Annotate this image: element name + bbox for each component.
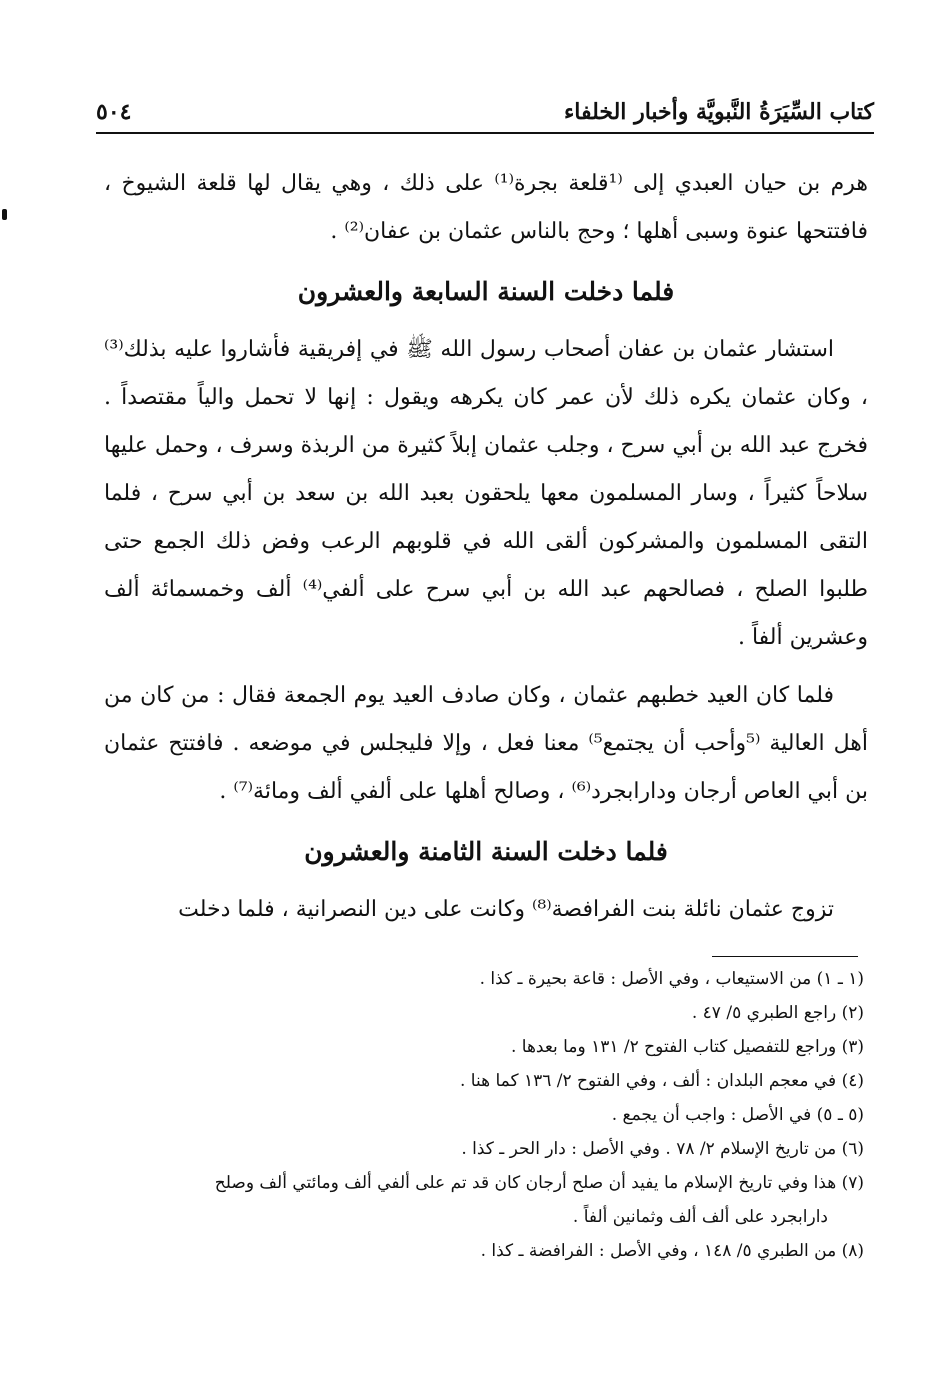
footnote-6: (٦) من تاريخ الإسلام ٢/ ٧٨ . وفي الأصل : دار الحر ـ كذا . xyxy=(461,1139,864,1159)
section-heading-27: فلما دخلت السنة السابعة والعشرون xyxy=(297,277,675,306)
paragraph-2: استشار عثمان بن عفان أصحاب رسول الله ﷺ في إفريقية فأشاروا عليه بذلك⁽³⁾ ، وكان عثمان يكره ذلك لأن عمر كان يكرهه ويقول : إنها لا تحمل والياً مقتصداً . فخرج عبد الله بن أبي سرح ، وجلب عثمان إبلاً كثيرة من الربذة وسرف ، وحمل عليها سلاحاً كثيراً ، وسار المسلمون معها يلحقون بعبد الله بن سعد بن أبي سرح ، فلما التقى المسلمون والمشركون ألقى الله في قلوبهم الرعب وفض ذلك الجمع حتى طلبوا الصلح ، فصالحهم عبد الله بن أبي سرح على ألفي⁽⁴⁾ ألف وخمسمائة ألف وعشرين ألفاً . xyxy=(104,337,869,650)
main-text xyxy=(104,160,868,934)
footnote-7: (٧) هذا وفي تاريخ الإسلام ما يفيد أن صلح أرجان كان قد تم على ألفي ألف ومائتي ألف وصلح xyxy=(214,1173,864,1193)
section-heading-28: فلما دخلت السنة الثامنة والعشرون xyxy=(304,837,668,866)
header-rule xyxy=(96,132,874,134)
paragraph-3: فلما كان العيد خطبهم عثمان ، وكان صادف العيد يوم الجمعة فقال : من كان من أهل العالية ⁽⁵وأحب أن يجتمع⁵⁾ معنا فعل ، وإلا فليجلس في موضعه . فافتتح عثمان بن أبي العاص أرجان ودارابجرد⁽⁶⁾ ، وصالح أهلها على ألفي ألف ومائة⁽⁷⁾ . xyxy=(104,683,868,804)
footnote-3: (٣) وراجع للتفصيل كتاب الفتوح ٢/ ١٣١ وما بعدها . xyxy=(510,1037,864,1057)
footnote-7-continued xyxy=(104,1200,864,1234)
book-title: كتاب السِّيَرَةُ النَّبويَّة وأخبار الخلفاء xyxy=(563,99,874,125)
footnotes xyxy=(104,962,864,1268)
paragraph-4: تزوج عثمان نائلة بنت الفرافصة⁽⁸⁾ وكانت على دين النصرانية ، فلما دخلت xyxy=(178,897,834,922)
footnote-1: (١ ـ ١) من الاستيعاب ، وفي الأصل : قاعة بحيرة ـ كذا . xyxy=(479,969,864,989)
footnote-rule xyxy=(712,956,858,957)
footnote-7-continuation: دارابجرد على ألف ألف وثمانين ألفاً . xyxy=(572,1207,828,1227)
paragraph-1: هرم بن حيان العبدي إلى ⁽¹قلعة بجرة⁽¹⁾ على ذلك ، وهي يقال لها قلعة الشيوخ ، فافتتحها عنوة وسبى أهلها ؛ وحج بالناس عثمان بن عفان⁽²⁾ . xyxy=(104,171,869,244)
footnote-4: (٤) في معجم البلدان : ألف ، وفي الفتوح ٢/ ١٣٦ كما هنا . xyxy=(459,1071,864,1091)
footnote-8: (٨) من الطبري ٥/ ١٤٨ ، وفي الأصل : الفرافضة ـ كذا . xyxy=(480,1241,864,1261)
footnote-5: (٥ ـ ٥) في الأصل : واجب أن يجمع . xyxy=(611,1105,864,1125)
running-header xyxy=(96,92,874,132)
page-number: ٥٠٤ xyxy=(96,99,132,125)
footnote-2: (٢) راجع الطبري ٥/ ٤٧ . xyxy=(691,1003,864,1023)
margin-mark xyxy=(2,209,7,220)
